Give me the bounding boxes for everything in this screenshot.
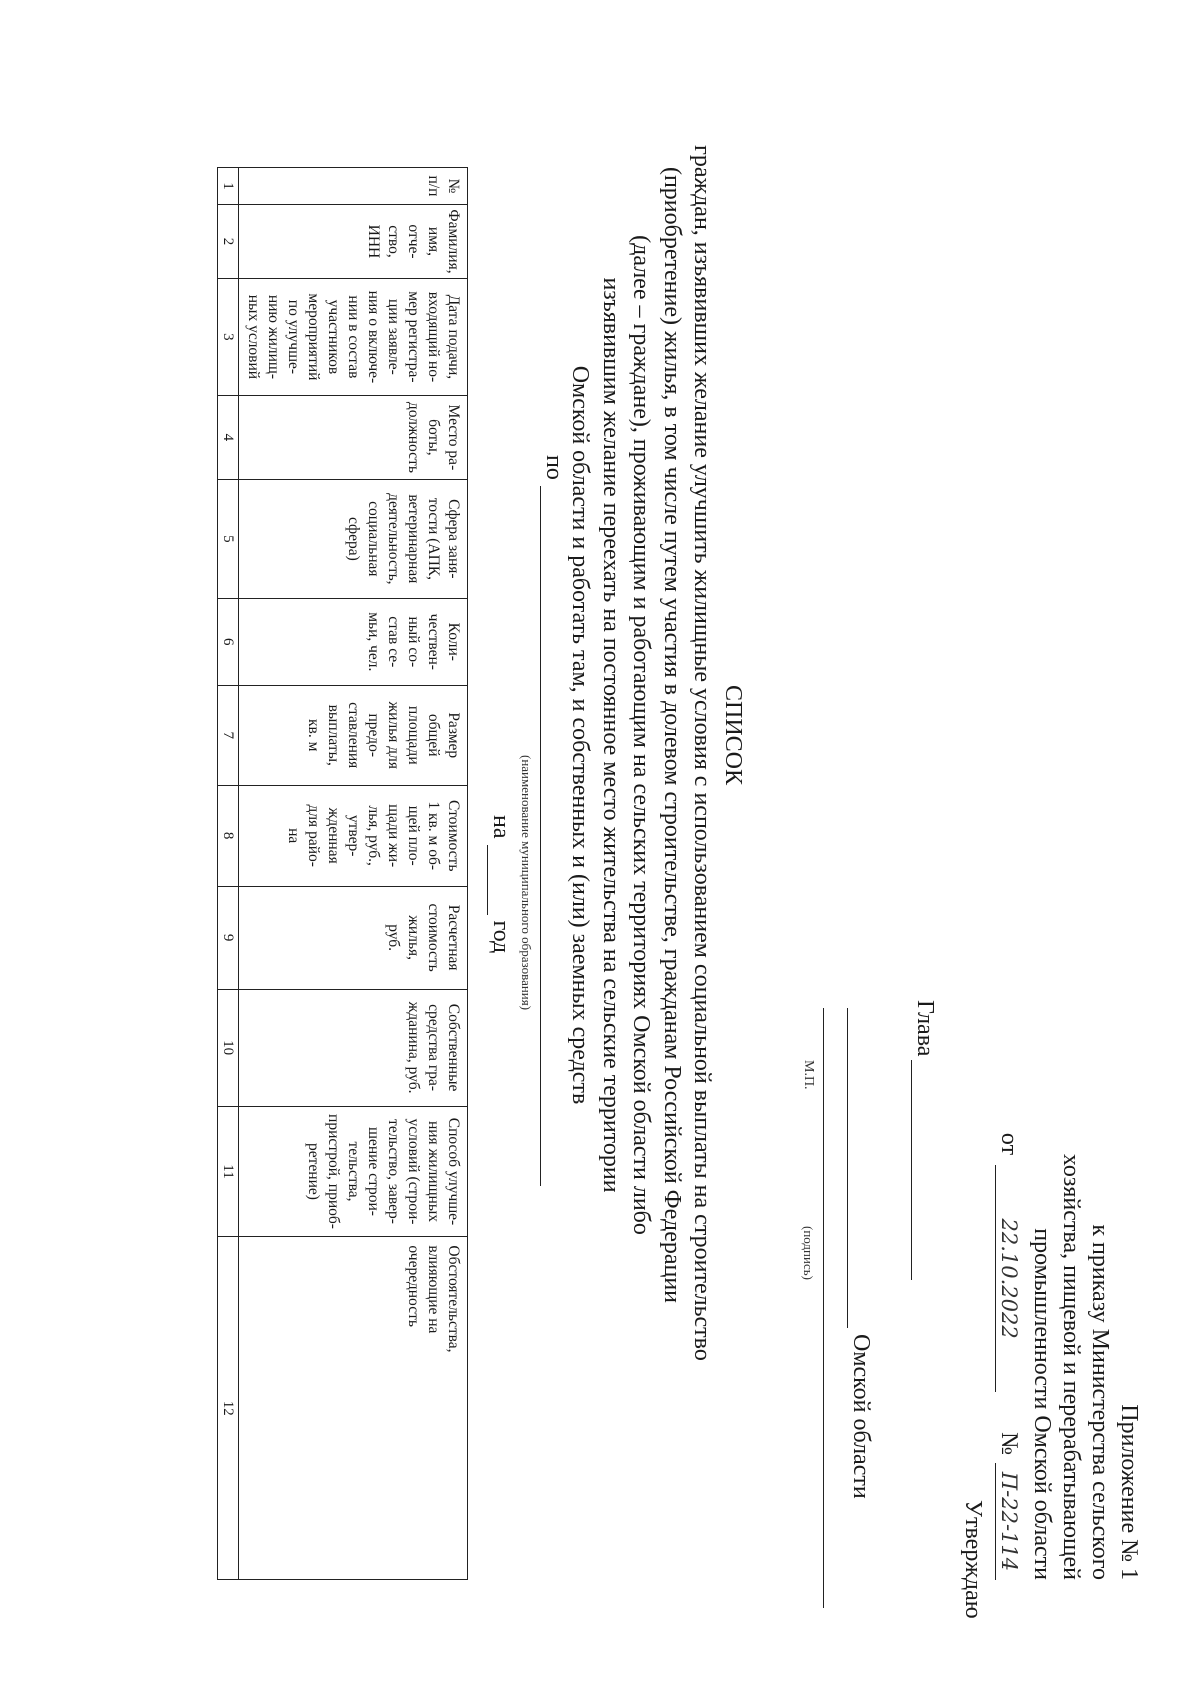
header-line: Собственные xyxy=(445,1003,462,1092)
header-line: по улучше- xyxy=(285,299,302,375)
region-signature-line xyxy=(847,1008,874,1328)
header-line: чествен- xyxy=(425,613,442,670)
column-number: 12 xyxy=(218,1237,239,1580)
header-line: утвер- xyxy=(345,814,362,857)
header-line: Место ра- xyxy=(445,404,462,471)
approve-label: Утверждаю xyxy=(960,1500,986,1619)
header-line: Фамилия, xyxy=(445,209,462,274)
header-line: для райо- xyxy=(305,804,322,867)
number-label: № xyxy=(996,1432,1022,1455)
header-line: должность xyxy=(405,401,422,473)
column-number: 4 xyxy=(218,395,239,479)
by-label: по xyxy=(541,455,567,480)
header-line: ретение) xyxy=(305,1143,322,1200)
list-title-line: Омской области и работать там, и собственных и (или) заемных средств xyxy=(567,365,594,1105)
header-line: жилья для xyxy=(385,701,402,770)
header-line: мер регистра- xyxy=(405,291,422,383)
column-header xyxy=(239,479,468,598)
header-line: Сфера заня- xyxy=(445,499,462,579)
header-line: Способ улучше- xyxy=(445,1117,462,1226)
column-header xyxy=(239,685,468,785)
header-line: мероприятий xyxy=(305,293,322,381)
header-line: ветеринарная xyxy=(405,494,422,584)
header-line: Расчетная xyxy=(445,904,462,971)
header-line: очередность xyxy=(405,1245,422,1327)
header-line: щади жи- xyxy=(385,804,402,868)
order-number-handwritten: П-22-114 xyxy=(995,1463,1021,1580)
header-line: нии в состав xyxy=(345,295,362,379)
header-line: сфера) xyxy=(345,516,362,561)
column-number: 11 xyxy=(218,1106,239,1237)
signature-caption: (подпись) xyxy=(801,1226,816,1280)
header-line: жденная xyxy=(325,807,342,864)
column-number: 2 xyxy=(218,204,239,278)
header-line: площади xyxy=(405,705,422,765)
header-line: ный со- xyxy=(405,616,422,668)
column-number: 1 xyxy=(218,168,239,205)
column-header xyxy=(239,278,468,395)
header-line: ных условий xyxy=(245,294,262,380)
column-number: 9 xyxy=(218,886,239,989)
municipality-row xyxy=(540,455,567,1186)
header-line: жданина, руб. xyxy=(405,1001,422,1094)
header-line: щей пло- xyxy=(405,805,422,866)
column-header xyxy=(239,395,468,479)
header-line: средства гра- xyxy=(425,1004,442,1091)
header-line: общей xyxy=(425,713,442,757)
header-line: ставления xyxy=(345,702,362,769)
header-line: Обстоятельства, xyxy=(445,1245,462,1353)
header-line: социальная xyxy=(365,501,382,577)
stamp-label: М.П. xyxy=(801,1060,816,1090)
header-line: руб. xyxy=(385,924,402,952)
header-line: ния о включе- xyxy=(365,290,382,384)
header-line: тельства, xyxy=(345,1141,362,1202)
header-line: имя, отче- xyxy=(405,224,442,259)
header-line: влияющие на xyxy=(425,1245,442,1334)
appendix-line: промышленности Омской области xyxy=(1029,1228,1055,1580)
header-line: ство, ИНН xyxy=(365,224,402,259)
head-row xyxy=(911,1000,938,1280)
column-number: 3 xyxy=(218,278,239,395)
column-header xyxy=(239,886,468,989)
column-number-row xyxy=(218,168,239,1580)
municipality-caption: (наименование муниципального образования) xyxy=(519,755,534,1011)
header-line: Коли- xyxy=(445,622,462,661)
header-line: Дата подачи, xyxy=(445,294,462,380)
municipality-line xyxy=(540,486,567,1186)
header-line: на xyxy=(285,828,302,844)
header-line: входящий но- xyxy=(425,291,442,383)
header-line: мьи, чел. xyxy=(365,612,382,672)
header-line: п/п xyxy=(425,175,442,197)
header-line: ния жилищных xyxy=(425,1120,442,1222)
header-line: стоимость xyxy=(425,903,442,972)
order-date-number-row xyxy=(995,800,1022,1580)
header-line: условий (строи- xyxy=(405,1118,422,1225)
column-number: 6 xyxy=(218,598,239,685)
list-heading: СПИСОК xyxy=(720,684,746,786)
table-header-row xyxy=(239,168,468,1580)
header-line: выплаты, xyxy=(325,704,342,766)
year-line xyxy=(487,845,514,915)
header-line: Размер xyxy=(445,712,462,759)
appendix-line: хозяйства, пищевой и перерабатывающей xyxy=(1058,1153,1084,1580)
signature-line xyxy=(823,1008,824,1608)
column-header xyxy=(239,204,468,278)
head-name-line xyxy=(911,1060,938,1280)
year-row xyxy=(487,815,514,953)
applicants-table xyxy=(217,167,468,1580)
column-header xyxy=(239,1106,468,1237)
header-line: предо- xyxy=(365,713,382,757)
header-line: Стоимость xyxy=(445,799,462,872)
list-title-line: (далее – граждане), проживающим и работающим на сельских территориях Омской области либо xyxy=(628,235,655,1235)
list-title-line: граждан, изъявивших желание улучшить жилищные условия с использованием социальной выплаты на строительство xyxy=(689,145,716,1361)
on-label: на xyxy=(488,815,514,839)
region-label: Омской области xyxy=(848,1334,874,1499)
header-line: кв. м xyxy=(305,719,322,752)
header-line: жилья, xyxy=(405,915,422,961)
header-line: деятельность, xyxy=(385,493,402,585)
column-number: 5 xyxy=(218,479,239,598)
header-line: нию жилищ- xyxy=(265,294,282,380)
column-header xyxy=(239,1237,468,1580)
column-number: 8 xyxy=(218,785,239,886)
from-label: от xyxy=(996,1132,1022,1156)
column-header xyxy=(239,168,468,205)
header-line: став се- xyxy=(385,616,402,668)
column-number: 10 xyxy=(218,989,239,1106)
header-line: пристрой, приоб- xyxy=(325,1114,342,1229)
list-title-line: (приобретение) жилья, в том числе путем участия в долевом строительстве, гражданам Российской Федерации xyxy=(659,166,685,1304)
column-number: 7 xyxy=(218,685,239,785)
head-label: Глава xyxy=(912,1000,938,1057)
column-header xyxy=(239,989,468,1106)
header-line: лья, руб., xyxy=(365,805,382,866)
header-line: тости (АПК, xyxy=(425,497,442,580)
header-line: боты, xyxy=(425,419,442,456)
column-header xyxy=(239,785,468,886)
header-line: шение строи- xyxy=(365,1127,382,1216)
appendix-line: Приложение № 1 xyxy=(1116,1404,1142,1580)
header-line: участников xyxy=(325,299,342,375)
column-header xyxy=(239,598,468,685)
year-label: год xyxy=(488,920,514,954)
list-title-line: изъявившим желание переехать на постоянное место жительства на сельские территории xyxy=(598,277,624,1193)
region-row xyxy=(847,1008,874,1499)
appendix-line: к приказу Министерства сельского xyxy=(1087,1224,1113,1580)
list-title-block xyxy=(565,145,748,1361)
order-date-handwritten: 22.10.2022 xyxy=(995,1165,1021,1392)
header-line: ции заявле- xyxy=(385,299,402,375)
appendix-header xyxy=(995,800,1142,1580)
header-line: № xyxy=(445,178,462,194)
header-line: тельство, завер- xyxy=(385,1119,402,1224)
header-line: 1 кв. м об- xyxy=(425,801,442,871)
